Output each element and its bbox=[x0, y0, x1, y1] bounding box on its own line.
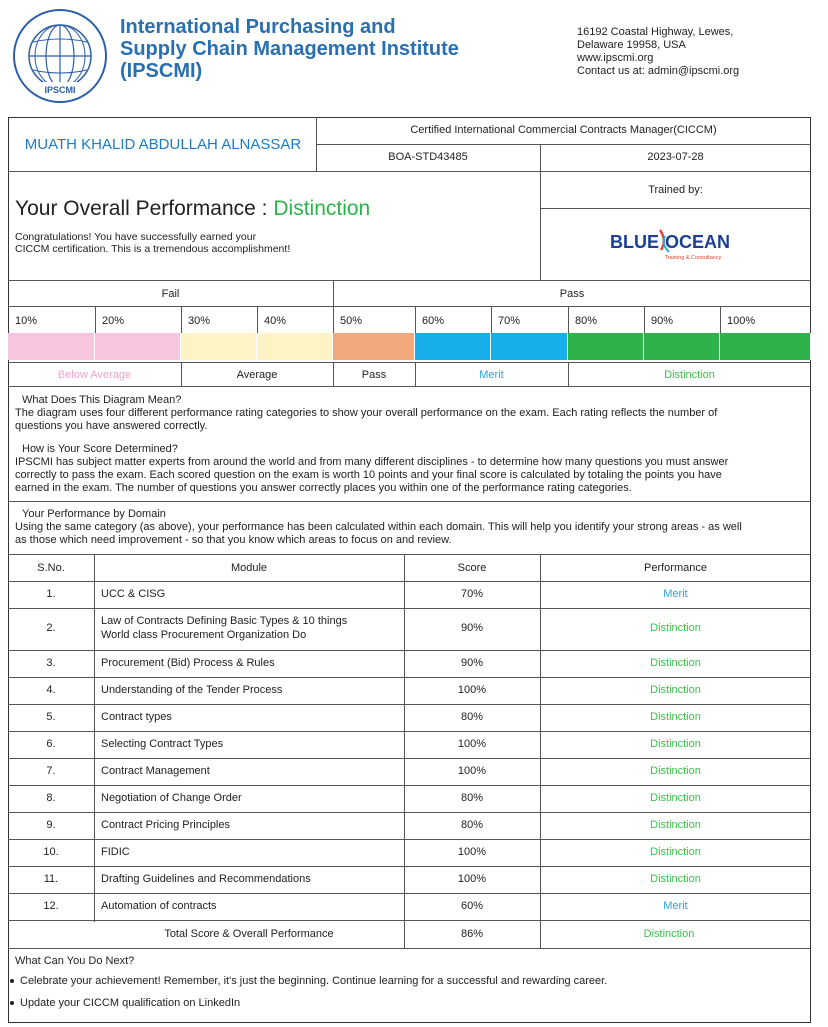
row-score: 60% bbox=[460, 899, 484, 912]
next-bullet-2 bbox=[10, 997, 240, 1009]
congrats-line2: CICCM certification. This is a tremendous accomplishment! bbox=[15, 243, 291, 255]
row-sno: 5. bbox=[46, 710, 56, 723]
explain-q2: How is Your Score Determined? bbox=[22, 443, 178, 455]
explain-q3: Your Performance by Domain bbox=[22, 508, 166, 520]
th-performance: Performance bbox=[644, 562, 707, 574]
next-title: What Can You Do Next? bbox=[15, 955, 135, 967]
org-address bbox=[577, 26, 739, 78]
row-performance: Distinction bbox=[650, 764, 701, 777]
row-performance: Distinction bbox=[650, 791, 701, 804]
row-sno: 3. bbox=[46, 656, 56, 669]
row-performance: Merit bbox=[663, 587, 688, 600]
explain-a2-line1: IPSCMI has subject matter experts from around the world and from many different disciplines - to determine how many questions you must answer bbox=[15, 456, 729, 468]
next-bullet-2-text: Update your CICCM qualification on LinkedIn bbox=[20, 997, 241, 1009]
pass-label: Pass bbox=[559, 288, 585, 300]
row-score: 100% bbox=[457, 683, 487, 696]
row-module: Understanding of the Tender Process bbox=[101, 683, 283, 696]
explain-q1: What Does This Diagram Mean? bbox=[22, 394, 182, 406]
logo-text-blue: BLUE bbox=[610, 232, 659, 252]
org-name-line3: (IPSCMI) bbox=[120, 60, 203, 82]
percent-tick: 80% bbox=[575, 315, 598, 327]
certification-title: Certified International Commercial Contracts Manager(CICCM) bbox=[410, 124, 717, 136]
next-bullet-1 bbox=[10, 975, 607, 987]
row-performance: Distinction bbox=[650, 737, 701, 750]
th-sno: S.No. bbox=[37, 562, 65, 574]
org-name-line2: Supply Chain Management Institute bbox=[120, 38, 459, 60]
bar-segment bbox=[181, 333, 257, 360]
overall-label: Your Overall Performance : bbox=[15, 197, 268, 220]
row-score: 80% bbox=[460, 710, 484, 723]
contact: Contact us at: admin@ipscmi.org bbox=[577, 65, 740, 77]
row-score: 80% bbox=[460, 818, 484, 831]
bullet-icon bbox=[10, 979, 14, 983]
percent-tick: 60% bbox=[422, 315, 445, 327]
address-line2: Delaware 19958, USA bbox=[577, 39, 686, 51]
row-module: Contract types bbox=[101, 710, 172, 723]
percent-tick: 90% bbox=[651, 315, 674, 327]
explain-a2-line2: correctly to pass the exam. Each scored question on the exam is worth 10 points and your final score is calculated by totaling the points you have bbox=[15, 469, 722, 481]
th-module: Module bbox=[230, 562, 268, 574]
blue-ocean-logo bbox=[605, 226, 745, 264]
row-module: Automation of contracts bbox=[101, 899, 217, 912]
row-performance: Distinction bbox=[650, 872, 701, 885]
row-sno: 11. bbox=[43, 872, 59, 885]
exam-date: 2023-07-28 bbox=[647, 151, 704, 163]
bar-segment bbox=[8, 333, 95, 360]
row-sno: 1. bbox=[46, 587, 56, 600]
cat-distinction: Distinction bbox=[664, 369, 715, 381]
percent-tick: 10% bbox=[15, 315, 38, 327]
overall-value: Distinction bbox=[273, 197, 371, 220]
row-performance: Distinction bbox=[650, 656, 701, 669]
bar-segment bbox=[720, 333, 811, 360]
row-score: 100% bbox=[457, 764, 487, 777]
congrats-message bbox=[15, 231, 345, 255]
explain-a1-line1: The diagram uses four different performance rating categories to show your overall performance on the exam. Each rating reflects the number of bbox=[15, 407, 718, 419]
percent-tick: 50% bbox=[340, 315, 363, 327]
row-score: 90% bbox=[460, 656, 484, 669]
explain-a3-line2: as those which need improvement - so that you know which areas to focus on and review. bbox=[15, 534, 452, 546]
row-score: 90% bbox=[460, 622, 484, 634]
row-performance: Distinction bbox=[650, 622, 701, 634]
row-score: 70% bbox=[460, 587, 484, 600]
trained-by-label: Trained by: bbox=[648, 184, 703, 196]
row-performance: Merit bbox=[663, 899, 688, 912]
cat-below-average: Below Average bbox=[57, 369, 132, 381]
row-module: Drafting Guidelines and Recommendations bbox=[101, 872, 311, 885]
row-module: FIDIC bbox=[101, 845, 130, 858]
bar-segment bbox=[644, 333, 720, 360]
row-score: 80% bbox=[460, 791, 484, 804]
row-performance: Distinction bbox=[650, 710, 701, 723]
row-module: Contract Pricing Principles bbox=[101, 818, 230, 831]
bar-segment bbox=[415, 333, 491, 360]
row-sno: 4. bbox=[46, 683, 56, 696]
percent-tick: 100% bbox=[727, 315, 756, 327]
row-sno: 8. bbox=[46, 791, 56, 804]
bar-segment bbox=[491, 333, 568, 360]
row-performance: Distinction bbox=[650, 845, 701, 858]
bullet-icon bbox=[10, 1001, 14, 1005]
org-name-line1: International Purchasing and bbox=[120, 16, 396, 38]
row-performance: Distinction bbox=[650, 818, 701, 831]
total-score: 86% bbox=[460, 928, 484, 940]
explain-a2-line3: earned in the exam. The number of questions you answer correctly places you within one of the performance rating categories. bbox=[15, 482, 632, 494]
th-score: Score bbox=[457, 562, 487, 574]
explain-a3-line1: Using the same category (as above), your performance has been calculated within each domain. This will help you identify your strong areas - as well bbox=[15, 521, 742, 533]
total-performance: Distinction bbox=[643, 928, 695, 940]
row-performance: Distinction bbox=[650, 683, 701, 696]
row-module: Selecting Contract Types bbox=[101, 737, 224, 750]
row-sno: 6. bbox=[46, 737, 56, 750]
fail-label: Fail bbox=[161, 288, 180, 300]
percent-tick: 20% bbox=[102, 315, 125, 327]
row-sno: 9. bbox=[46, 818, 56, 831]
candidate-id: BOA-STD43485 bbox=[388, 151, 468, 163]
percent-tick: 30% bbox=[188, 315, 211, 327]
cat-pass: Pass bbox=[361, 369, 387, 381]
explain-section-3 bbox=[15, 508, 795, 547]
row-sno: 10. bbox=[43, 845, 59, 858]
row-sno: 12. bbox=[43, 899, 59, 912]
website: www.ipscmi.org bbox=[577, 52, 654, 64]
candidate-name: MUATH KHALID ABDULLAH ALNASSAR bbox=[24, 136, 302, 153]
row-module-line2: World class Procurement Organization Do bbox=[101, 629, 307, 641]
explain-section-1 bbox=[15, 394, 795, 433]
row-score: 100% bbox=[457, 845, 487, 858]
row-module: Negotiation of Change Order bbox=[101, 791, 242, 804]
next-bullet-1-text: Celebrate your achievement! Remember, it's just the beginning. Continue learning for a successful and rewarding career. bbox=[20, 975, 608, 987]
logo-text-ocean: OCEAN bbox=[665, 232, 731, 252]
congrats-line1: Congratulations! You have successfully earned your bbox=[15, 231, 257, 243]
overall-performance bbox=[15, 197, 370, 221]
bar-segment bbox=[568, 333, 644, 360]
row-module: Procurement (Bid) Process & Rules bbox=[101, 656, 275, 669]
row-sno: 7. bbox=[46, 764, 56, 777]
bar-segment bbox=[257, 333, 333, 360]
percent-tick: 40% bbox=[264, 315, 287, 327]
org-name bbox=[120, 16, 459, 82]
explain-a1-line2: questions you have answered correctly. bbox=[15, 420, 208, 432]
address-line1: 16192 Coastal Highway, Lewes, bbox=[577, 26, 734, 38]
percent-tick: 70% bbox=[498, 315, 521, 327]
cat-merit: Merit bbox=[479, 369, 504, 381]
ipscmi-logo bbox=[12, 8, 108, 104]
total-label: Total Score & Overall Performance bbox=[164, 928, 334, 940]
row-sno: 2. bbox=[46, 622, 56, 634]
row-score: 100% bbox=[457, 737, 487, 750]
row-module: Contract Management bbox=[101, 764, 210, 777]
bar-segment bbox=[333, 333, 415, 360]
row-module: Law of Contracts Defining Basic Types & 10 things bbox=[101, 615, 348, 627]
row-module: UCC & CISG bbox=[101, 587, 166, 600]
explain-section-2 bbox=[15, 443, 795, 495]
row-score: 100% bbox=[457, 872, 487, 885]
logo-abbr: IPSCMI bbox=[44, 85, 76, 95]
cat-average: Average bbox=[236, 369, 278, 381]
logo-sub: Training & Consultancy bbox=[664, 255, 722, 261]
bar-segment bbox=[95, 333, 181, 360]
